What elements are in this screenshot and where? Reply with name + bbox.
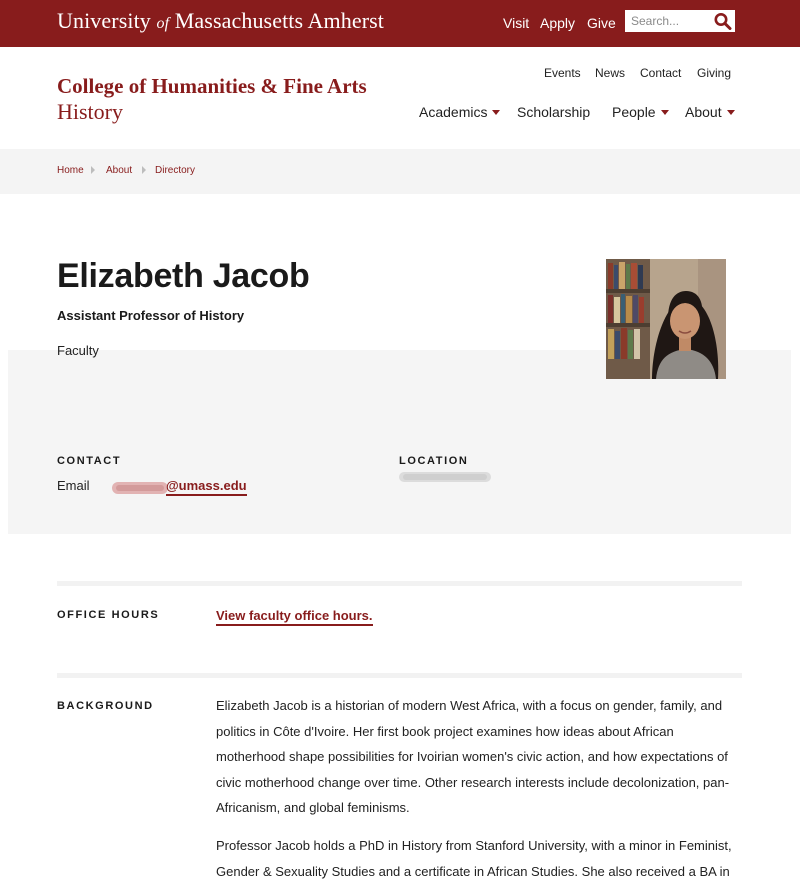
nav-people-label: People: [612, 104, 656, 120]
university-wordmark[interactable]: [57, 8, 384, 34]
location-heading: LOCATION: [399, 455, 469, 467]
caret-down-icon: [492, 110, 500, 115]
wordmark-massachusetts-amherst: Massachusetts Amherst: [174, 8, 385, 33]
text-line: politics in Côte d'Ivoire. Her first book project examines how ideas about African: [216, 723, 674, 739]
utility-link-events[interactable]: Events: [544, 66, 581, 80]
text-line: Elizabeth Jacob is a historian of modern West Africa, with a focus on gender, family, and: [216, 698, 723, 713]
top-link-visit[interactable]: Visit: [503, 15, 530, 31]
text-line: Gender & Sexuality Studies and a certificate in African Studies. She also received a BA in: [216, 863, 730, 879]
office-hours-heading: OFFICE HOURS: [57, 609, 160, 621]
background-heading: BACKGROUND: [57, 700, 154, 712]
top-link-apply[interactable]: Apply: [540, 15, 576, 31]
profile-type: Faculty: [57, 343, 99, 358]
text-line: Professor Jacob holds a PhD in History from Stanford University, with a minor in Feminist,: [216, 838, 732, 853]
breadcrumb-about[interactable]: About: [106, 165, 133, 176]
caret-down-icon: [727, 110, 735, 115]
email-label: Email: [57, 478, 90, 493]
email-link[interactable]: @umass.edu: [166, 478, 247, 496]
caret-down-icon: [661, 110, 669, 115]
section-divider: [57, 673, 742, 678]
breadcrumb-separator-icon: [91, 166, 95, 174]
nav-people[interactable]: [612, 104, 669, 120]
text-line: motherhood shape possibilities for Ivoirian women's civic action, and how expectations of: [216, 749, 728, 764]
utility-link-giving[interactable]: Giving: [697, 66, 732, 80]
utility-link-news[interactable]: News: [595, 66, 626, 80]
contact-heading: CONTACT: [57, 455, 122, 467]
search-box: [625, 10, 735, 32]
top-link-give[interactable]: Give: [587, 15, 616, 31]
nav-academics[interactable]: [419, 104, 500, 120]
profile-title: Assistant Professor of History: [57, 308, 245, 323]
nav-academics-label: Academics: [419, 104, 488, 120]
email-redacted-blur: [112, 478, 168, 498]
background-paragraph-1: [216, 693, 744, 821]
office-hours-link[interactable]: View faculty office hours.: [216, 608, 373, 626]
nav-scholarship[interactable]: [517, 104, 590, 120]
text-line: civic motherhood change over time. Other research interests include decolonization, pan-: [216, 774, 730, 790]
profile-name: Elizabeth Jacob: [57, 257, 310, 295]
breadcrumb-separator-icon: [142, 166, 146, 174]
department-name[interactable]: History: [57, 99, 123, 124]
utility-link-contact[interactable]: Contact: [640, 66, 682, 80]
breadcrumb-home[interactable]: Home: [57, 165, 84, 176]
college-name[interactable]: College of Humanities & Fine Arts: [57, 74, 367, 98]
text-line: Africanism, and global feminisms.: [216, 800, 410, 815]
breadcrumb-directory[interactable]: Directory: [155, 165, 196, 176]
nav-about[interactable]: [685, 104, 735, 120]
nav-about-label: About: [685, 104, 722, 120]
location-redacted-blur: [399, 470, 491, 484]
nav-scholarship-label: Scholarship: [517, 104, 591, 120]
background-paragraph-2: [216, 833, 744, 884]
profile-photo: [606, 259, 726, 379]
wordmark-of: of: [156, 15, 170, 32]
wordmark-university: University: [57, 8, 151, 33]
search-icon[interactable]: [713, 12, 733, 30]
search-input[interactable]: [625, 10, 709, 32]
section-divider: [57, 581, 742, 586]
